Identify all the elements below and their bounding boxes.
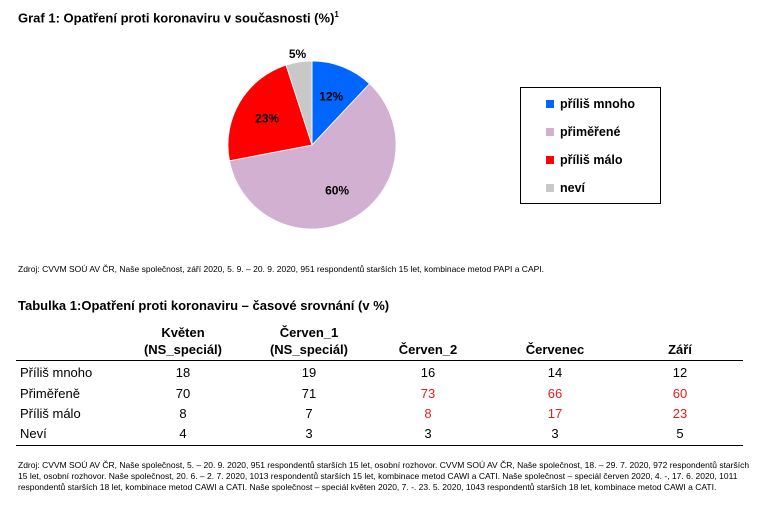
pie-slice-label: 12% [319, 89, 344, 104]
row-too-much-label: Příliš mnoho [20, 365, 93, 380]
table-cell: 14 [547, 365, 563, 380]
graph-title: Graf 1: Opatření proti koronaviru v současnosti (%)$^1$ [18, 10, 339, 26]
row-too-little-label: Příliš málo [20, 406, 81, 421]
table-source: Zdroj: CVVM SOÚ AV ČR, Naše společnost, 5. – 20. 9. 2020, 951 respondentů starších 15 let, osobní rozhovor. CVVM SOÚ AV ČR, Naše společnost, 18. – 29. 7. 2020, 972 respondentů starších 15 let, osobní rozhovor. Naše společnost, 20. 6. – 2. 7. 2020, 1013 respondentů starších 15 let, kombinace metod CAWI a CATI. Naše společnost – speciál červen 2020, 4. -, 17. 6. 2020, 1011 respondentů starších 18 let, kombinace metod CAWI a CATI. Naše společnost – speciál květen 2020, 7. -. 23. 5. 2020, 1043 respondentů starších 18 let, kombinace metod CAWI a CATI. [18, 460, 750, 492]
chart-legend [520, 87, 661, 204]
pie-chart [222, 46, 402, 235]
table-cell: 23 [672, 406, 688, 421]
col-header-cervenec: Červenec [525, 342, 585, 357]
table-cell: 4 [179, 426, 187, 441]
table-cell: 71 [301, 386, 317, 401]
table-cell: 17 [547, 406, 563, 421]
legend-item-adequate [546, 125, 620, 139]
table-cell: 5 [676, 426, 684, 441]
table-title: Tabulka 1:Opatření proti koronaviru – časové srovnání (v %) [18, 298, 390, 313]
table-cell: 70 [175, 386, 191, 401]
table-cell: 3 [551, 426, 559, 441]
table-cell: 3 [305, 426, 313, 441]
legend-item-dont-know [546, 181, 585, 195]
legend-label: neví [560, 181, 586, 195]
legend-swatch [546, 100, 554, 108]
graph-source: Zdroj: CVVM SOÚ AV ČR, Naše společnost, září 2020, 5. 9. – 20. 9. 2020, 951 respondentů starších 15 let, kombinace metod PAPI a CAPI. [18, 264, 545, 274]
col-header-cerven-2: Červen_2 [398, 342, 458, 357]
table-cell: 12 [672, 365, 688, 380]
legend-swatch [546, 156, 554, 164]
legend-item-too-much [546, 97, 635, 111]
legend-label: příliš mnoho [560, 97, 635, 111]
legend-item-too-little [546, 153, 623, 167]
row-dont-know-label: Neví [20, 426, 47, 441]
table-cell: 8 [179, 406, 187, 421]
table-cell: 3 [424, 426, 432, 441]
table-cell: 8 [424, 406, 432, 421]
legend-label: přiměřené [560, 125, 621, 139]
table-cell: 73 [420, 386, 436, 401]
col-header-zari: Září [668, 342, 692, 357]
table-cell: 66 [547, 386, 563, 401]
table-bottom-rule [16, 445, 743, 446]
pie-slice-label: 60% [325, 183, 350, 198]
row-adequate-label: Přiměřeně [20, 386, 80, 401]
legend-swatch [546, 184, 554, 192]
table-cell: 7 [305, 406, 313, 421]
table-cell: 60 [672, 386, 688, 401]
table-header-rule [16, 360, 743, 361]
col-header-kveten: Květen (NS_speciál) [143, 325, 223, 357]
table-cell: 19 [301, 365, 317, 380]
table-cell: 18 [175, 365, 191, 380]
legend-label: příliš málo [560, 153, 623, 167]
pie-slice-label: 23% [255, 111, 280, 126]
footnote-marker: 1 [334, 10, 339, 19]
pie-slice-label: 5% [288, 46, 307, 61]
legend-swatch [546, 128, 554, 136]
table-cell: 16 [420, 365, 436, 380]
col-header-cerven-1: Červen_1 (NS_speciál) [269, 325, 349, 357]
